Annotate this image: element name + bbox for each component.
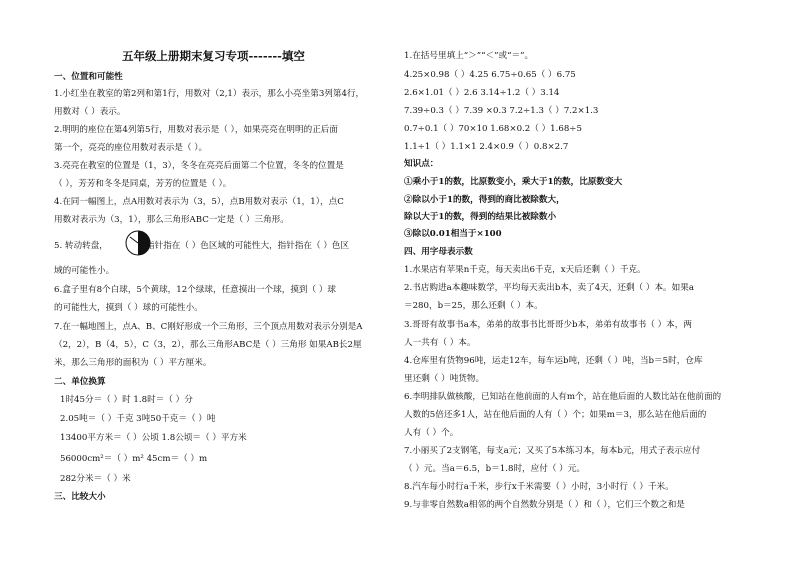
question-line: （ ）元。当a＝6.5，b＝1.8时，应付（ ）元。 xyxy=(404,464,585,474)
compare-row: 1.1÷1（ ）1.1×1 2.4×0.9（ ）0.8×2.7 xyxy=(404,142,569,152)
page-title: 五年级上册期末复习专项-------填空 xyxy=(122,49,305,63)
question-line: 2.05吨＝（ ）千克 3吨50千克＝（ ）吨 xyxy=(60,414,216,424)
right-column xyxy=(404,0,764,561)
question-line: 4.仓库里有货物96吨，运走12车，每车运b吨，还剩（ ）吨，当b＝5时，仓库 xyxy=(404,356,703,366)
question-line: 人一共有（ ）本。 xyxy=(404,338,476,348)
section-heading-compare: 三、比较大小 xyxy=(54,492,106,502)
question-line: 2.明明的座位在第4列第5行，用数对表示是（ ），如果亮亮在明明的正后面 xyxy=(54,125,338,135)
question-line: 6.盒子里有8个白球，5个黄球，12个绿球，任意摸出一个球，摸到（ ）球 xyxy=(54,285,337,295)
question-line: 282分米＝（ ）米 xyxy=(60,474,131,484)
question-line: （ ），芳芳和冬冬是同桌，芳芳的位置是（ ）。 xyxy=(54,179,232,189)
knowledge-heading: 知识点： xyxy=(404,159,439,169)
question-line: ＝280，b＝25，那么还剩（ ）本。 xyxy=(404,301,543,311)
question-line: 指针指在（ ）色区域的可能性大，指针指在（ ）色区 xyxy=(146,241,350,251)
question-line: 3.亮亮在教室的位置是（1，3），冬冬在亮亮后面第二个位置，冬冬的位置是 xyxy=(54,161,344,171)
compare-row: 2.6×1.01（ ）2.6 3.14÷1.2（ ）3.14 xyxy=(404,88,560,98)
compare-row: 0.7÷0.1（ ）70×10 1.68×0.2（ ）1.68÷5 xyxy=(404,124,582,134)
question-line: 第一个，亮亮的座位用数对表示是（ ）。 xyxy=(54,143,208,153)
question-line: 用数对表示为（3，1），那么三角形ABC一定是（ ）三角形。 xyxy=(54,215,289,225)
compare-row: 7.39÷0.3（ ）7.39 ×0.3 7.2÷1.3（ ）7.2×1.3 xyxy=(404,106,599,116)
question-line: 里还剩（ ）吨货物。 xyxy=(404,374,485,384)
question-line: 1时45分＝（ ）时 1.8时＝（ ）分 xyxy=(60,395,193,405)
question-text: 5. 转动转盘， xyxy=(54,241,108,251)
question-line: 的可能性大，摸到（ ）球的可能性小。 xyxy=(54,303,203,313)
question-line: 人有（ ）个。 xyxy=(404,428,459,438)
question-line: 3.哥哥有故事书a本，弟弟的故事书比哥哥少b本，弟弟有故事书（ ）本，两 xyxy=(404,320,692,330)
question-line: 1.在括号里填上“＞”“＜”或“＝”。 xyxy=(404,51,534,61)
left-column xyxy=(54,0,394,561)
question-line: 1.水果店有苹果n千克，每天卖出6千克，x天后还剩（ ）千克。 xyxy=(404,265,646,275)
question-line-spinner xyxy=(54,241,108,252)
knowledge-point: ①乘小于1的数，比原数变小，乘大于1的数，比原数变大 xyxy=(404,177,623,187)
question-line: 米，那么三角形的面积为（ ）平方厘米。 xyxy=(54,358,212,368)
question-line: 8.汽车每小时行a千米，步行x千米需要（ ）小时，3小时行（ ）千米。 xyxy=(404,482,674,492)
knowledge-point: 除以大于1的数，得到的结果比被除数小 xyxy=(404,212,557,222)
question-line: 56000cm²＝（ ）m² 45cm＝（ ）m xyxy=(60,454,208,464)
compare-row: 4.25×0.98（ ）4.25 6.75÷0.65（ ）6.75 xyxy=(404,70,576,80)
question-line: 7.小丽买了2支钢笔，每支a元；又买了5本练习本，每本b元，用式子表示应付 xyxy=(404,446,701,456)
question-line: 用数对（ ）表示。 xyxy=(54,107,126,117)
question-line: 域的可能性小。 xyxy=(54,266,115,276)
section-heading-units: 二、单位换算 xyxy=(54,377,106,387)
knowledge-point: ②除以小于1的数，得到的商比被除数大， xyxy=(404,195,565,205)
question-line: 7.在一幅地图上，点A、B、C刚好形成一个三角形，三个顶点用数对表示分别是A xyxy=(54,322,363,332)
question-line: 2.书店购进a本趣味数学，平均每天卖出b本，卖了4天，还剩（ ）本。如果a xyxy=(404,283,694,293)
question-line: 人数的5倍还多1人，站在他后面的人有（ ）个；如果m＝3，那么站在他后面的 xyxy=(404,410,707,420)
section-heading-letters: 四、用字母表示数 xyxy=(404,247,473,257)
question-line: 6.李明排队做核酸，已知站在他前面的人有m个，站在他后面的人数比站在他前面的 xyxy=(404,392,722,402)
question-line: 1.小红坐在教室的第2列和第1行，用数对（2,1）表示，那么小亮坐第3列第4行， xyxy=(54,89,365,99)
question-line: （2，2），B（4，5），C（3，2），那么三角形ABC是（ ）三角形 如果AB长2厘 xyxy=(54,340,362,350)
question-line: 9.与非零自然数a相邻的两个自然数分别是（ ）和（ ），它们三个数之和是 xyxy=(404,500,685,510)
knowledge-point: ③除以0.01相当于×100 xyxy=(404,229,502,239)
question-line: 13400平方米＝（ ）公顷 1.8公顷＝（ ）平方米 xyxy=(60,433,247,443)
section-heading-position: 一、位置和可能性 xyxy=(54,72,123,82)
question-line: 4.在同一幅图上，点A用数对表示为（3，5），点B用数对表示（1，1），点C xyxy=(54,197,344,207)
